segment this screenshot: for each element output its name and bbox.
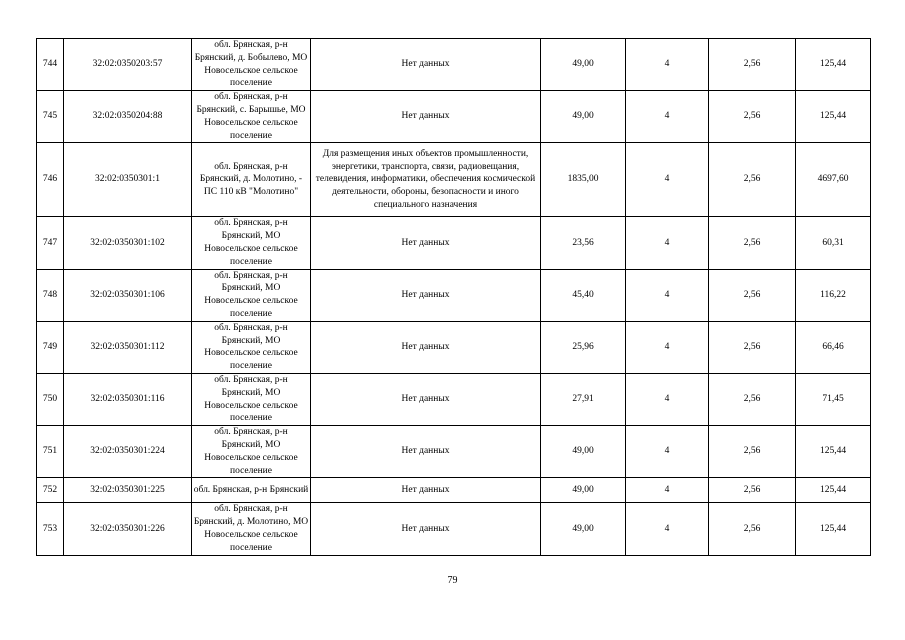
area: 49,00: [541, 503, 626, 555]
address: обл. Брянская, р-н Брянский, МО Новосельское сельское поселение: [192, 373, 311, 425]
permitted-use: Нет данных: [311, 478, 541, 503]
row-number: 751: [37, 426, 64, 478]
table-row: [37, 91, 871, 143]
table-row: [37, 373, 871, 425]
cadastral-number: 32:02:0350301:1: [64, 143, 192, 217]
address: обл. Брянская, р-н Брянский: [192, 478, 311, 503]
page-number: 79: [447, 575, 458, 586]
permitted-use: Нет данных: [311, 503, 541, 555]
sum: 71,45: [796, 373, 871, 425]
sum: 60,31: [796, 217, 871, 269]
rate: 2,56: [709, 321, 796, 373]
row-number: 753: [37, 503, 64, 555]
cadastral-number: 32:02:0350203:57: [64, 39, 192, 91]
rate: 2,56: [709, 503, 796, 555]
permitted-use: Нет данных: [311, 217, 541, 269]
row-number: 745: [37, 91, 64, 143]
area: 27,91: [541, 373, 626, 425]
cadastral-number: 32:02:0350204:88: [64, 91, 192, 143]
row-number: 749: [37, 321, 64, 373]
table-row: [37, 503, 871, 555]
sum: 125,44: [796, 426, 871, 478]
address: обл. Брянская, р-н Брянский, д. Молотино, МО Новосельское сельское поселение: [192, 503, 311, 555]
row-number: 747: [37, 217, 64, 269]
sum: 4697,60: [796, 143, 871, 217]
coefficient: 4: [626, 321, 709, 373]
address: обл. Брянская, р-н Брянский, МО Новосельское сельское поселение: [192, 426, 311, 478]
address: обл. Брянская, р-н Брянский, МО Новосельское сельское поселение: [192, 269, 311, 321]
address: обл. Брянская, р-н Брянский, МО Новосельское сельское поселение: [192, 217, 311, 269]
sum: 66,46: [796, 321, 871, 373]
cadastral-number: 32:02:0350301:224: [64, 426, 192, 478]
permitted-use: Нет данных: [311, 269, 541, 321]
coefficient: 4: [626, 39, 709, 91]
address: обл. Брянская, р-н Брянский, с. Барышье, МО Новосельское сельское поселение: [192, 91, 311, 143]
row-number: 752: [37, 478, 64, 503]
rate: 2,56: [709, 426, 796, 478]
area: 45,40: [541, 269, 626, 321]
row-number: 746: [37, 143, 64, 217]
sum: 125,44: [796, 478, 871, 503]
area: 1835,00: [541, 143, 626, 217]
row-number: 744: [37, 39, 64, 91]
table-row: [37, 321, 871, 373]
cadastral-number: 32:02:0350301:106: [64, 269, 192, 321]
sum: 116,22: [796, 269, 871, 321]
row-number: 748: [37, 269, 64, 321]
coefficient: 4: [626, 503, 709, 555]
rate: 2,56: [709, 478, 796, 503]
coefficient: 4: [626, 217, 709, 269]
area: 49,00: [541, 478, 626, 503]
rate: 2,56: [709, 269, 796, 321]
area: 49,00: [541, 426, 626, 478]
cadastral-number: 32:02:0350301:226: [64, 503, 192, 555]
table-row: [37, 478, 871, 503]
area: 49,00: [541, 39, 626, 91]
table-row: [37, 39, 871, 91]
address: обл. Брянская, р-н Брянский, МО Новосельское сельское поселение: [192, 321, 311, 373]
coefficient: 4: [626, 426, 709, 478]
table-row: [37, 217, 871, 269]
sum: 125,44: [796, 503, 871, 555]
rate: 2,56: [709, 143, 796, 217]
sum: 125,44: [796, 91, 871, 143]
land-plot-table: [36, 38, 871, 556]
permitted-use: Нет данных: [311, 321, 541, 373]
table-row: [37, 269, 871, 321]
area: 25,96: [541, 321, 626, 373]
permitted-use: Для размещения иных объектов промышленности, энергетики, транспорта, связи, радиовещания, телевидения, информатики, обеспечения космической деятельности, обороны, безопасности и иного специального назначения: [311, 143, 541, 217]
cadastral-number: 32:02:0350301:225: [64, 478, 192, 503]
rate: 2,56: [709, 39, 796, 91]
cadastral-number: 32:02:0350301:102: [64, 217, 192, 269]
address: обл. Брянская, р-н Брянский, д. Бобылево, МО Новосельское сельское поселение: [192, 39, 311, 91]
coefficient: 4: [626, 478, 709, 503]
permitted-use: Нет данных: [311, 39, 541, 91]
coefficient: 4: [626, 373, 709, 425]
permitted-use: Нет данных: [311, 373, 541, 425]
row-number: 750: [37, 373, 64, 425]
rate: 2,56: [709, 217, 796, 269]
address: обл. Брянская, р-н Брянский, д. Молотино, - ПС 110 кВ "Молотино": [192, 143, 311, 217]
permitted-use: Нет данных: [311, 426, 541, 478]
permitted-use: Нет данных: [311, 91, 541, 143]
coefficient: 4: [626, 91, 709, 143]
table-row: [37, 143, 871, 217]
area: 49,00: [541, 91, 626, 143]
rate: 2,56: [709, 373, 796, 425]
cadastral-number: 32:02:0350301:112: [64, 321, 192, 373]
sum: 125,44: [796, 39, 871, 91]
table-row: [37, 426, 871, 478]
cadastral-number: 32:02:0350301:116: [64, 373, 192, 425]
coefficient: 4: [626, 269, 709, 321]
coefficient: 4: [626, 143, 709, 217]
area: 23,56: [541, 217, 626, 269]
rate: 2,56: [709, 91, 796, 143]
